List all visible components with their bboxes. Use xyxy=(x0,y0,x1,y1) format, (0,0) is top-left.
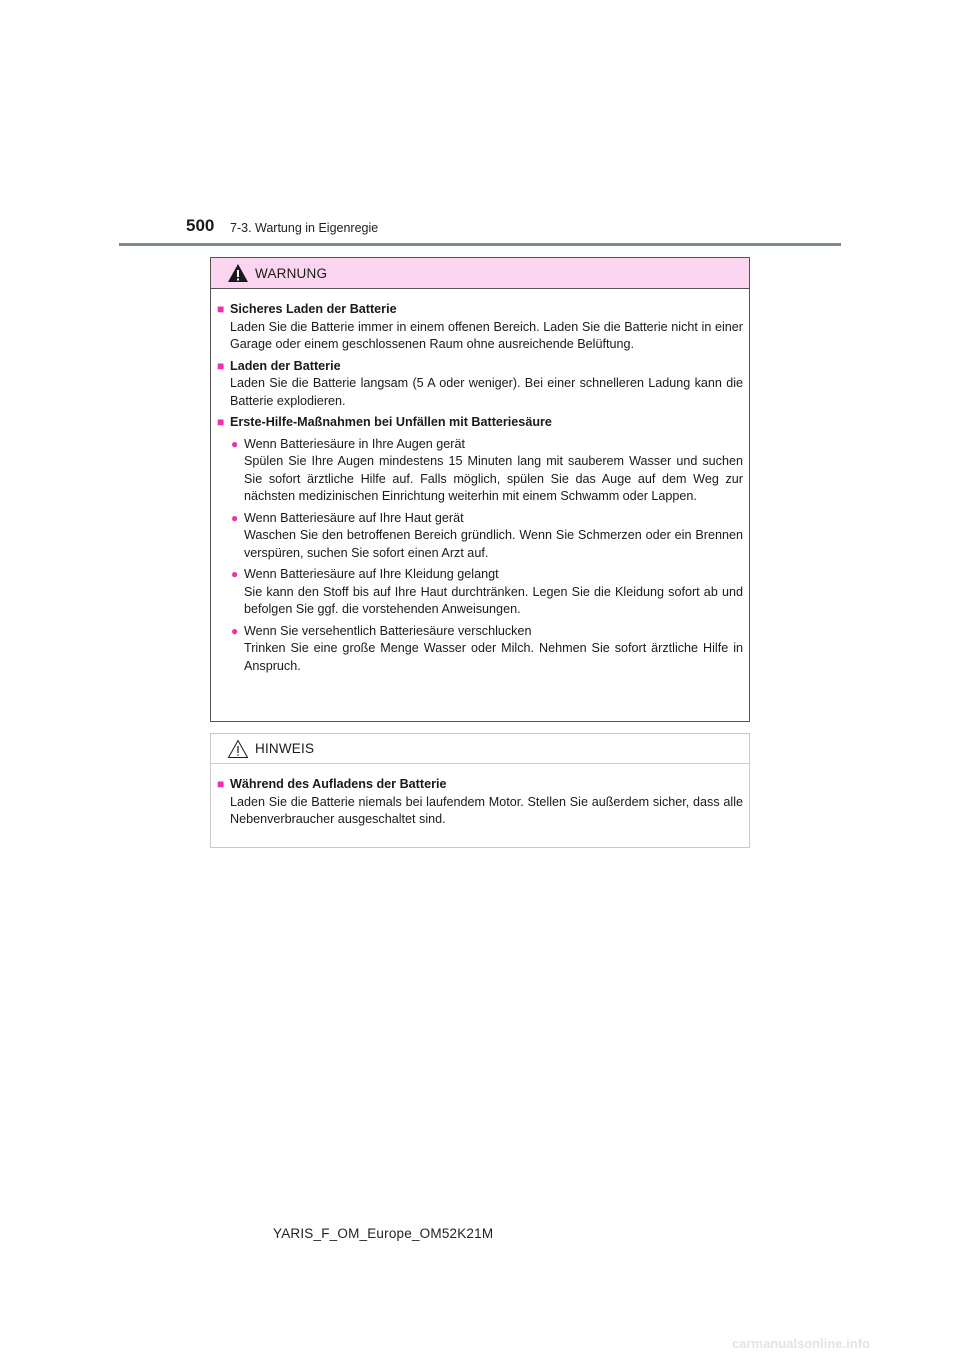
note-body xyxy=(211,764,749,829)
warning-triangle-icon xyxy=(227,263,249,283)
warning-paragraph-2: Laden Sie die Batterie langsam (5 A oder weniger). Bei einer schnelleren Ladung kann die Batterie explodieren. xyxy=(230,376,743,408)
warning-box xyxy=(210,257,750,722)
bullet-text: Sie kann den Stoff bis auf Ihre Haut durchtränken. Legen Sie die Kleidung sofort ab und befolgen Sie ggf. die vorstehenden Anweisungen. xyxy=(244,584,743,616)
list-item xyxy=(217,623,743,676)
bullet-text: Trinken Sie eine große Menge Wasser oder Milch. Nehmen Sie sofort ärztliche Hilfe in Anspruch. xyxy=(244,641,743,673)
bullet-text: Waschen Sie den betroffenen Bereich gründlich. Wenn Sie Schmerzen oder ein Brennen verspüren, suchen Sie sofort einen Arzt auf. xyxy=(244,528,743,560)
note-box xyxy=(210,733,750,848)
square-bullet-icon: ■ xyxy=(217,415,225,429)
square-bullet-icon: ■ xyxy=(217,358,225,373)
bullet-title: Wenn Batteriesäure auf Ihre Haut gerät xyxy=(244,510,464,525)
bullet-title: Wenn Batteriesäure auf Ihre Kleidung gelangt xyxy=(244,567,499,581)
note-header xyxy=(211,734,749,764)
square-bullet-icon: ■ xyxy=(217,777,225,791)
note-heading-1 xyxy=(217,776,743,794)
note-title: HINWEIS xyxy=(255,741,315,756)
heading-text: Während des Aufladens der Batterie xyxy=(230,777,447,791)
warning-heading-1 xyxy=(217,301,743,319)
dot-bullet-icon: ● xyxy=(231,510,239,525)
page-number: 500 xyxy=(186,216,215,235)
dot-bullet-icon: ● xyxy=(231,623,239,638)
warning-heading-3 xyxy=(217,414,743,432)
header-rule xyxy=(119,243,841,246)
bullet-title: Wenn Batteriesäure in Ihre Augen gerät xyxy=(244,436,465,451)
dot-bullet-icon: ● xyxy=(231,436,239,451)
warning-header xyxy=(211,258,749,289)
heading-text: Erste-Hilfe-Maßnahmen bei Unfällen mit Batteriesäure xyxy=(230,415,552,429)
watermark: carmanualsonline.info xyxy=(732,1336,870,1351)
list-item xyxy=(217,566,743,619)
bullet-title: Wenn Sie versehentlich Batteriesäure verschlucken xyxy=(244,623,532,638)
section-title: 7-3. Wartung in Eigenregie xyxy=(230,221,379,235)
list-item xyxy=(217,510,743,563)
note-paragraph-1: Laden Sie die Batterie niemals bei laufendem Motor. Stellen Sie außerdem sicher, dass alle Nebenverbraucher ausgeschaltet sind. xyxy=(230,794,743,826)
warning-title: WARNUNG xyxy=(255,265,328,281)
heading-text: Laden der Batterie xyxy=(230,358,341,373)
warning-body xyxy=(211,289,749,675)
bullet-text: Spülen Sie Ihre Augen mindestens 15 Minuten lang mit sauberem Wasser und suchen Sie sofort ärztliche Hilfe auf. Falls möglich, spülen Sie das Auge auf dem Weg zur nächsten medizinischen Einrichtung weiterhin mit einem Schwamm oder Lappen. xyxy=(244,454,743,503)
caution-triangle-outline-icon xyxy=(227,739,249,759)
document-id: YARIS_F_OM_Europe_OM52K21M xyxy=(273,1226,494,1241)
dot-bullet-icon: ● xyxy=(231,567,239,581)
square-bullet-icon: ■ xyxy=(217,302,225,316)
warning-heading-2 xyxy=(217,358,743,376)
warning-paragraph-1: Laden Sie die Batterie immer in einem offenen Bereich. Laden Sie die Batterie nicht in einer Garage oder einem geschlossenen Raum ohne ausreichende Belüftung. xyxy=(230,319,743,351)
heading-text: Sicheres Laden der Batterie xyxy=(230,302,397,316)
list-item xyxy=(217,436,743,506)
